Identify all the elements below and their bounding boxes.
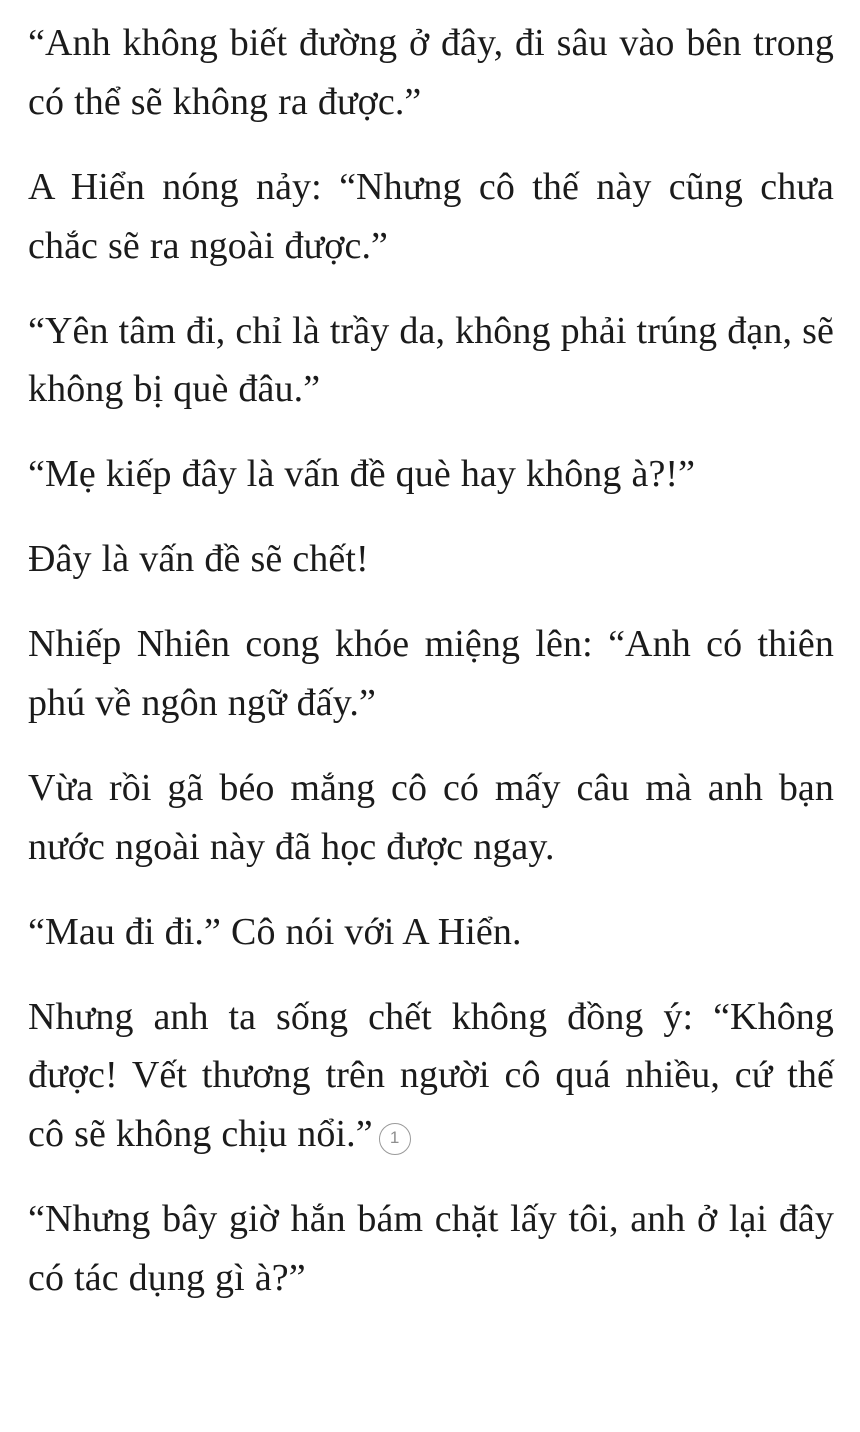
paragraph: Đây là vấn đề sẽ chết! <box>28 538 369 581</box>
paragraph: Vừa rồi gã béo mắng cô có mấy câu mà anh bạn nước ngoài này đã học được ngay. <box>28 766 834 868</box>
paragraph: “Mẹ kiếp đây là vấn đề què hay không à?!” <box>28 453 696 496</box>
paragraph-text: Nhưng anh ta sống chết không đồng ý: “Không được! Vết thương trên người cô quá nhiều, cứ thế cô sẽ không chịu nổi.” <box>28 995 834 1156</box>
paragraph: “Anh không biết đường ở đây, đi sâu vào bên trong có thể sẽ không ra được.” <box>28 22 834 123</box>
paragraph: “Yên tâm đi, chỉ là trầy da, không phải trúng đạn, sẽ không bị què đâu.” <box>28 309 834 411</box>
paragraph: “Nhưng bây giờ hắn bám chặt lấy tôi, anh ở lại đây có tác dụng gì à?” <box>28 1198 834 1300</box>
footnote-marker-icon[interactable]: 1 <box>379 1123 411 1155</box>
paragraph: A Hiển nóng nảy: “Nhưng cô thế này cũng chưa chắc sẽ ra ngoài được.” <box>28 165 834 267</box>
paragraph: “Mau đi đi.” Cô nói với A Hiển. <box>28 910 522 953</box>
paragraph: Nhiếp Nhiên cong khóe miệng lên: “Anh có thiên phú về ngôn ngữ đấy.” <box>28 623 834 725</box>
paragraph-with-footnote <box>28 988 834 1165</box>
